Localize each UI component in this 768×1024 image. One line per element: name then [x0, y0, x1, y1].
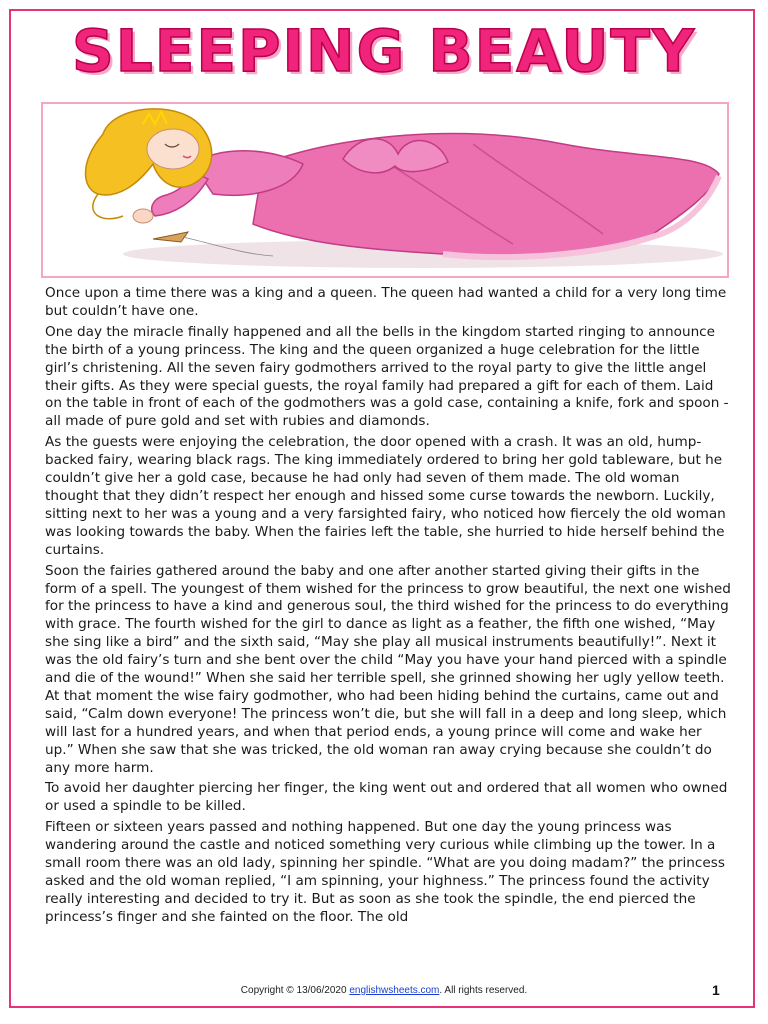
paragraph: Fifteen or sixteen years passed and nothing happened. But one day the young princess was wandering around the castle and noticed something very curious while climbing up the tower. In a small room there was an old lady, spinning her spindle. “What are you doing madam?” the princess asked and the old woman replied, “I am spinning, your highness.” The princess found the activity really interesting and decided to try it. But as soon as she took the spindle, the end pierced the princess’s finger and she fainted on the floor. The old [45, 819, 725, 925]
face-shape [147, 129, 199, 169]
copyright-footer [0, 985, 768, 996]
paragraph: To avoid her daughter piercing her finger, the king went out and ordered that all women who owned or used a spindle to be killed. [45, 780, 728, 815]
paragraph: Once upon a time there was a king and a queen. The queen had wanted a child for a very long time but couldn’t have one. [45, 285, 727, 319]
page-title: SLEEPING BEAUTY [72, 17, 696, 85]
paragraph: One day the miracle finally happened and all the bells in the kingdom started ringing to announce the birth of a young princess. The king and the queen organized a huge celebration for the little girl’s christening. All the seven fairy godmothers arrived to the royal party to give the little angel their gifts. As they were special guests, the royal family had prepared a gift for each of them. Laid on the table in front of each of the godmothers was a gold case, containing a knife, fork and spoon - all made of pure gold and set with rubies and diamonds. [45, 323, 729, 430]
paragraph: As the guests were enjoying the celebration, the door opened with a crash. It was an old, hump-backed fairy, wearing black rags. The king immediately ordered to bring her gold tableware, but he couldn’t give her a gold case, because he had only had seven of them made. The old woman thought that they didn’t respect her enough and hissed some curse towards the newborn. Luckily, sitting next to her was a young and a very farsighted fairy, who noticed how fiercely the old woman was looking towards the baby. When the fairies left the table, she hurried to hide herself behind the curtains. [45, 434, 726, 558]
hand-shape [133, 209, 153, 223]
spindle-shape [153, 232, 188, 242]
copyright-prefix: Copyright © 13/06/2020 [240, 985, 350, 996]
site-link[interactable]: englishwsheets.com [349, 985, 440, 996]
hair-strand [93, 194, 123, 219]
sleeping-princess-illustration [43, 104, 727, 276]
story-text [45, 285, 731, 930]
copyright-suffix: . All rights reserved. [439, 985, 528, 996]
illustration-frame [41, 102, 729, 278]
paragraph: Soon the fairies gathered around the baby and one after another started giving their gifts in the form of a spell. The youngest of them wished for the princess to grow beautiful, the next one wished for the princess to have a kind and generous soul, the third wished for the princess to do everything with grace. The fourth wished for the girl to dance as light as a feather, the fifth one wished, “May she sing like a bird” and the sixth said, “May she play all musical instruments beautifully!”. Next it was the old fairy’s turn and she bent over the child “May you have your hand pierced with a spindle and die of the wound!” When she said her terrible spell, she grinned showing her ugly yellow teeth. At that moment the wise fairy godmother, who had been hiding behind the curtains, came out and said, “Calm down everyone! The princess won’t die, but she will fall in a deep and long sleep, which will last for a hundred years, and when that period ends, a young prince will come and wake her up.” When she saw that she was tricked, the old woman ran away crying because she couldn’t do any more harm. [45, 562, 731, 776]
page-number: 1 [712, 982, 720, 998]
